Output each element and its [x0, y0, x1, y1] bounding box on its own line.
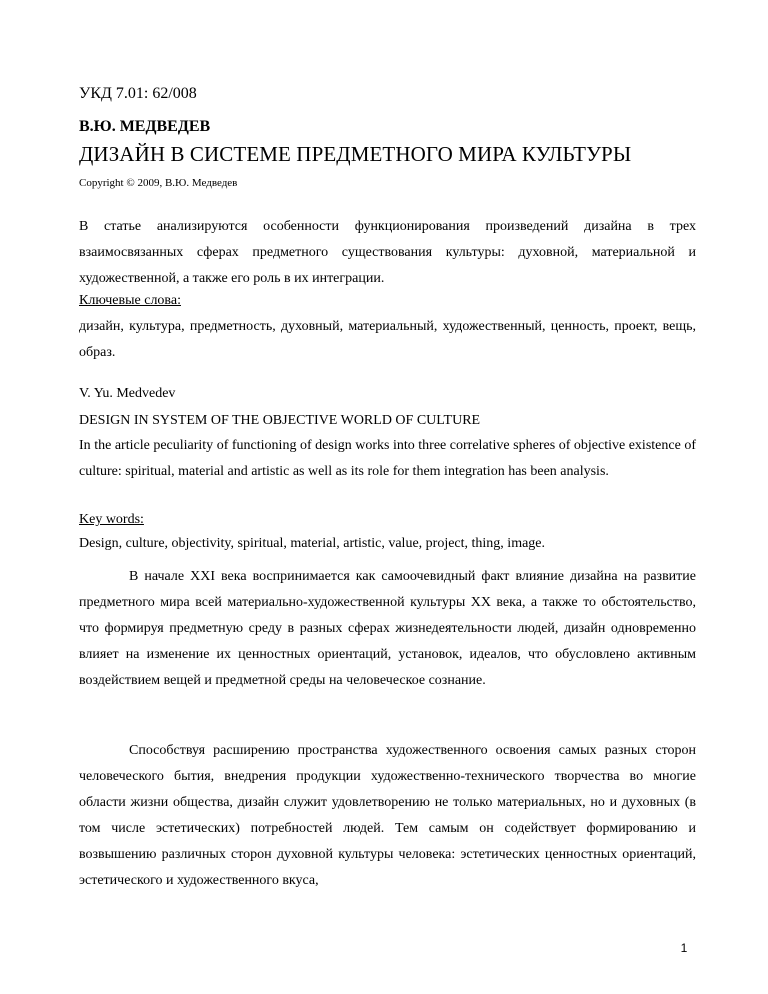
- keywords-label-english: Key words:: [79, 512, 144, 527]
- body-paragraph-2: Способствуя расширению пространства художественного освоения самых разных сторон человеческого бытия, внедрения продукции художественно-технического творчества во многие области жизни общества, дизайн служит удовлетворению не только материальных, но и духовных (в том числе эстетических) потребностей людей. Тем самым он содействует формированию и возвышению различных сторон духовной культуры человека: эстетических ценностных ориентаций, эстетического и художественного вкуса,: [79, 743, 696, 888]
- copyright-line: Copyright © 2009, В.Ю. Медведев: [79, 177, 238, 189]
- author-name-english: V. Yu. Medvedev: [79, 386, 176, 401]
- keywords-russian: дизайн, культура, предметность, духовный, материальный, художественный, ценность, проект, вещь, образ.: [79, 319, 696, 360]
- abstract-russian: В статье анализируются особенности функционирования произведений дизайна в трех взаимосвязанных сферах предметного существования культуры: духовной, материальной и художественной, а также его роль в их интеграции.: [79, 219, 696, 286]
- body-paragraph-1: В начале XXI века воспринимается как самоочевидный факт влияние дизайна на развитие предметного мира всей материально-художественной культуры XX века, а также то обстоятельство, что формируя предметную среду в разных сферах жизнедеятельности людей, дизайн одновременно влияет на изменение их ценностных ориентаций, установок, идеалов, что обусловлено активным воздействием вещей и предметной среды на человеческое сознание.: [79, 569, 696, 688]
- article-title-english: DESIGN IN SYSTEM OF THE OBJECTIVE WORLD OF CULTURE: [79, 413, 481, 428]
- keywords-english: Design, culture, objectivity, spiritual, material, artistic, value, project, thing, image.: [79, 536, 546, 551]
- abstract-english: In the article peculiarity of functioning of design works into three correlative spheres of objective existence of culture: spiritual, material and artistic as well as its role for them integration has been analysis.: [79, 438, 696, 479]
- author-name: В.Ю. МЕДВЕДЕВ: [79, 118, 211, 135]
- page-number: 1: [680, 941, 688, 955]
- keywords-label-russian: Ключевые слова:: [79, 293, 181, 308]
- article-title: ДИЗАЙН В СИСТЕМЕ ПРЕДМЕТНОГО МИРА КУЛЬТУРЫ: [79, 142, 632, 166]
- udk-code: УКД 7.01: 62/008: [79, 85, 197, 102]
